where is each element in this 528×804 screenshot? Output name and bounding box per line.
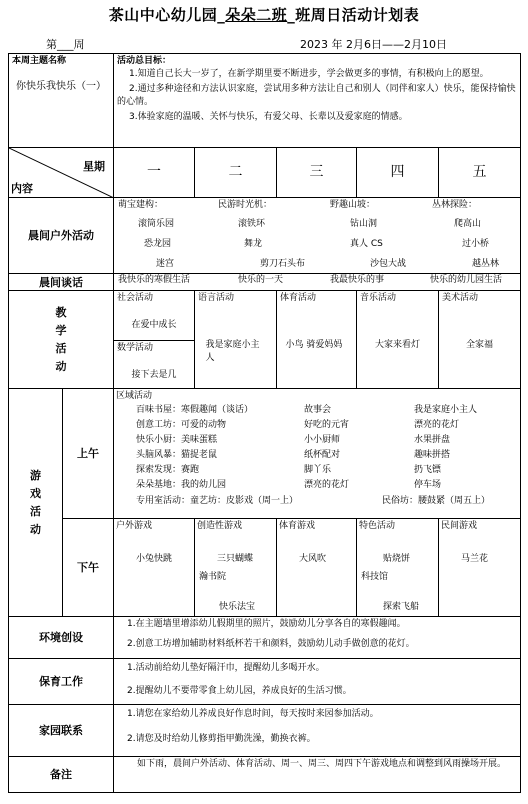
pm-monday: [114, 519, 195, 617]
pm-tuesday: [195, 519, 277, 617]
teaching-tuesday: [195, 291, 277, 389]
outdoor-row: [9, 198, 521, 274]
area-item: 小小厨师: [304, 435, 341, 445]
header-row: [9, 148, 521, 198]
care-content: [114, 659, 521, 705]
activity-name: 贴烧饼: [383, 554, 411, 564]
environment-label: 环境创设: [9, 617, 114, 659]
goal-item: 1.知道自己长大一岁了，在新学期里要不断进步，学会做更多的事情，有积极向上的愿望。: [129, 69, 489, 79]
header-diagonal-cell: [9, 148, 114, 198]
environment-content: [114, 617, 521, 659]
special-room-activity: 专用室活动：童艺坊：皮影戏（周一上）: [136, 496, 299, 506]
teaching-label: 教学活动: [9, 291, 114, 389]
date-range: 2023 年 2月6日——2月10日: [300, 38, 447, 51]
area-item: 朵朵基地：我的幼儿园: [136, 480, 227, 490]
care-item: 2.提醒幼儿不要带零食上幼儿园，养成良好的生活习惯。: [127, 686, 352, 696]
area-item: 漂亮的花灯: [414, 420, 460, 430]
theme-name: 你快乐我快乐（一）: [16, 81, 106, 92]
plan-table: [8, 53, 521, 793]
activity-type: 民间游戏: [441, 521, 478, 531]
environment-item: 2.创意工坊增加辅助材料纸杯若干和颜料，鼓励幼儿动手做创意的花灯。: [127, 639, 415, 649]
activity-name: 快乐法宝: [219, 602, 256, 612]
pm-friday: [439, 519, 521, 617]
outdoor-item: 滚铁环: [238, 219, 266, 229]
game-pm-row: [9, 519, 521, 617]
teaching-friday: [439, 291, 521, 389]
zone-label: 萌宝建构：: [118, 200, 164, 210]
teaching-row-a: [9, 291, 521, 341]
outdoor-item: 迷宫: [156, 259, 175, 269]
week-label: 第___周: [46, 38, 85, 51]
weekday-label: 星期: [83, 160, 105, 173]
teaching-monday-a: [114, 291, 195, 341]
outdoor-item: 恐龙园: [144, 239, 172, 249]
activity-type: 特色活动: [359, 521, 396, 531]
zone-label: 民游时光机：: [218, 200, 273, 210]
area-item: 创意工坊：可爱的动物: [136, 420, 227, 430]
area-item: 纸杯配对: [304, 450, 341, 460]
area-item: 好吃的元宵: [304, 420, 350, 430]
zone-label: 丛林探险：: [432, 200, 478, 210]
activity-type: 语言活动: [198, 293, 235, 303]
outdoor-item: 滚筒乐园: [138, 219, 175, 229]
talk-item: 快乐的幼儿园生活: [430, 275, 503, 285]
activity-name: 瀚书院: [199, 572, 227, 582]
outdoor-item: 过小桥: [462, 239, 490, 249]
activity-name: 小鸟 骑爱妈妈: [285, 340, 343, 350]
care-row: [9, 659, 521, 705]
pm-wednesday: [277, 519, 357, 617]
care-item: 1.活动前给幼儿垫好隔汗巾，提醒幼儿多喝开水。: [127, 663, 325, 673]
area-item: 漂亮的花灯: [304, 480, 350, 490]
teaching-wednesday: [277, 291, 357, 389]
activity-name: 大家来看灯: [374, 340, 420, 350]
activity-type: 体育游戏: [279, 521, 316, 531]
activity-type: 音乐活动: [360, 293, 397, 303]
area-title: 区域活动: [116, 391, 153, 401]
area-item: 探索发现：赛跑: [136, 465, 200, 475]
area-item: 水果拼盘: [414, 435, 451, 445]
activity-type: 体育活动: [280, 293, 317, 303]
area-item: 趣味拼搭: [414, 450, 451, 460]
teaching-thursday: [357, 291, 439, 389]
day-wednesday: 三: [277, 148, 357, 198]
outdoor-item: 钻山洞: [350, 219, 378, 229]
school-name: 茶山中心幼儿园_: [108, 6, 226, 24]
outdoor-item: 真人 CS: [350, 239, 383, 249]
talk-item: 快乐的一天: [238, 275, 284, 285]
notes-content: [114, 757, 521, 793]
outdoor-item: 越丛林: [472, 259, 500, 269]
talk-row: [9, 274, 521, 291]
outdoor-label: 晨间户外活动: [9, 198, 114, 274]
game-am-label: 上午: [63, 389, 114, 519]
home-item: 1.请您在家给幼儿养成良好作息时间，每天按时来园参加活动。: [127, 709, 379, 719]
outdoor-item: 沙包大战: [370, 259, 407, 269]
area-item: 停车场: [414, 480, 442, 490]
content-label: 内容: [11, 182, 33, 195]
class-name: 朵朵二班: [225, 6, 288, 24]
home-content: [114, 705, 521, 757]
environment-item: 1.在主题墙里增添幼儿假期里的照片，鼓励幼儿分享各自的寒假趣闻。: [127, 619, 406, 629]
area-item: 百味书屋：寒假趣闻（谈话）: [136, 405, 254, 415]
outdoor-content: [114, 198, 521, 274]
game-label: 游戏活动: [9, 389, 63, 617]
area-item: 我是家庭小主人: [414, 405, 478, 415]
theme-cell: [9, 54, 114, 148]
theme-label: 本周主题名称: [12, 56, 67, 66]
talk-label: 晨间谈话: [9, 274, 114, 291]
activity-name: 探索飞船: [383, 602, 420, 612]
activity-name: 全家福: [466, 340, 494, 350]
week-date-line: [0, 36, 528, 52]
area-item: 头脑风暴：猫捉老鼠: [136, 450, 218, 460]
teaching-monday-b: [114, 341, 195, 389]
activity-name: 小兔快跳: [136, 554, 173, 564]
activity-type: 社会活动: [117, 293, 154, 303]
page-title: [0, 4, 528, 25]
home-item: 2.请您及时给幼儿修剪指甲勤洗澡，勤换衣裤。: [127, 734, 316, 744]
area-item: 脚丫乐: [304, 465, 332, 475]
talk-item: 我最快乐的事: [330, 275, 385, 285]
goal-item: 3.体验家庭的温暖、关怀与快乐，有爱父母、长辈以及爱家庭的情感。: [129, 112, 408, 122]
activity-name: 马兰花: [461, 554, 489, 564]
activity-name: 三只蝴蝶: [217, 554, 254, 564]
activity-name: 大风吹: [299, 554, 327, 564]
day-tuesday: 二: [195, 148, 277, 198]
goals-cell: [114, 54, 521, 148]
talk-content: [114, 274, 521, 291]
outdoor-item: 剪刀石头布: [260, 259, 306, 269]
day-friday: 五: [439, 148, 521, 198]
goal-item: 2.通过多种途径和方法认识家庭，尝试用多种方法让自己和别人（同伴和家人）快乐，能保持愉快的心情。: [117, 84, 516, 107]
notes-row: [9, 757, 521, 793]
care-label: 保育工作: [9, 659, 114, 705]
theme-row: [9, 54, 521, 148]
title-suffix: _班周日活动计划表: [287, 6, 420, 24]
pm-thursday: [357, 519, 439, 617]
notes-text: 如下雨，晨间户外活动、体育活动、周一、周三、周四下午游戏地点和调整到风雨操场开展。: [137, 759, 507, 769]
outdoor-item: 舞龙: [244, 239, 263, 249]
talk-item: 我快乐的寒假生活: [118, 275, 191, 285]
environment-row: [9, 617, 521, 659]
activity-type: 美术活动: [442, 293, 479, 303]
notes-label: 备注: [9, 757, 114, 793]
area-item: 故事会: [304, 405, 332, 415]
activity-name: 科技馆: [361, 572, 389, 582]
activity-type: 数学活动: [117, 343, 154, 353]
zone-label: 野趣山坡：: [330, 200, 376, 210]
activity-name: 在爱中成长: [131, 320, 177, 330]
game-pm-label: 下午: [63, 519, 114, 617]
activity-type: 创造性游戏: [197, 521, 243, 531]
day-thursday: 四: [357, 148, 439, 198]
area-item: 扔飞镖: [414, 465, 442, 475]
area-activities: [114, 389, 521, 519]
game-am-row: [9, 389, 521, 519]
activity-type: 户外游戏: [116, 521, 153, 531]
special-room-activity: 民俗坊：腰鼓紧（周五上）: [382, 496, 491, 506]
activity-name: 我是家庭小主人: [205, 340, 260, 363]
goals-label: 活动总目标：: [117, 56, 172, 66]
day-monday: 一: [114, 148, 195, 198]
outdoor-item: 爬高山: [454, 219, 482, 229]
activity-name: 接下去是几: [131, 370, 177, 380]
home-row: [9, 705, 521, 757]
area-item: 快乐小厨：美味蛋糕: [136, 435, 218, 445]
home-label: 家园联系: [9, 705, 114, 757]
